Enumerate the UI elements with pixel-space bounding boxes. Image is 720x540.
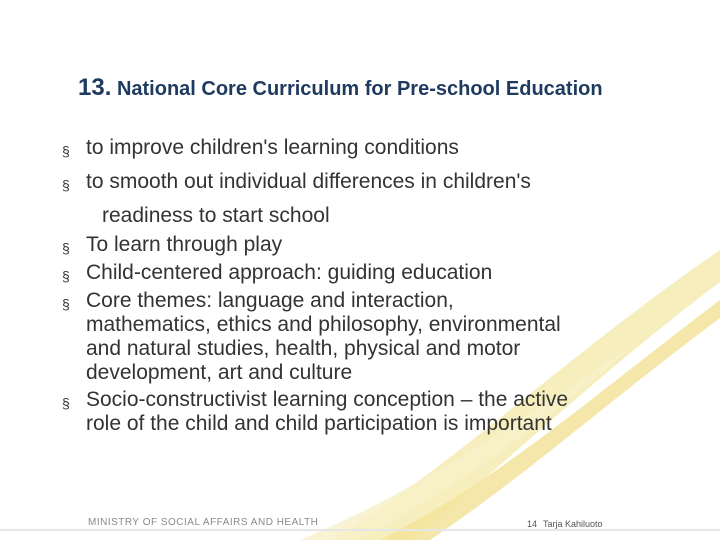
bullet-text: role of the child and child participation is important	[86, 412, 552, 435]
bullet-marker: §	[62, 177, 70, 193]
footer-author: Tarja Kahiluoto	[543, 519, 603, 529]
title-number: 13.	[78, 74, 112, 101]
bullet-text: to improve children's learning conditions	[86, 136, 459, 159]
bullet-text: development, art and culture	[86, 361, 353, 384]
bullet-marker: §	[62, 240, 70, 256]
bullet-marker: §	[62, 143, 70, 159]
slide-title	[78, 74, 718, 102]
bullet-text: To learn through play	[86, 233, 283, 256]
bullet-text: mathematics, ethics and philosophy, environmental	[86, 313, 561, 336]
bullet-text: Socio-constructivist learning conception – the active	[86, 388, 569, 411]
bullet-marker: §	[62, 296, 70, 312]
footer-organization: MINISTRY OF SOCIAL AFFAIRS AND HEALTH	[88, 517, 319, 528]
bullet-marker: §	[62, 395, 70, 411]
footer-divider	[0, 529, 720, 531]
bullet-text: Child-centered approach: guiding education	[86, 261, 493, 284]
title-text: National Core Curriculum for Pre-school Education	[116, 78, 603, 100]
bullet-text: and natural studies, health, physical and motor	[86, 337, 521, 360]
bullet-text: readiness to start school	[102, 204, 330, 227]
bullet-text: to smooth out individual differences in children's	[86, 170, 531, 193]
bullet-marker: §	[62, 268, 70, 284]
bullet-text: Core themes: language and interaction,	[86, 289, 454, 312]
page-number: 14	[527, 519, 538, 529]
